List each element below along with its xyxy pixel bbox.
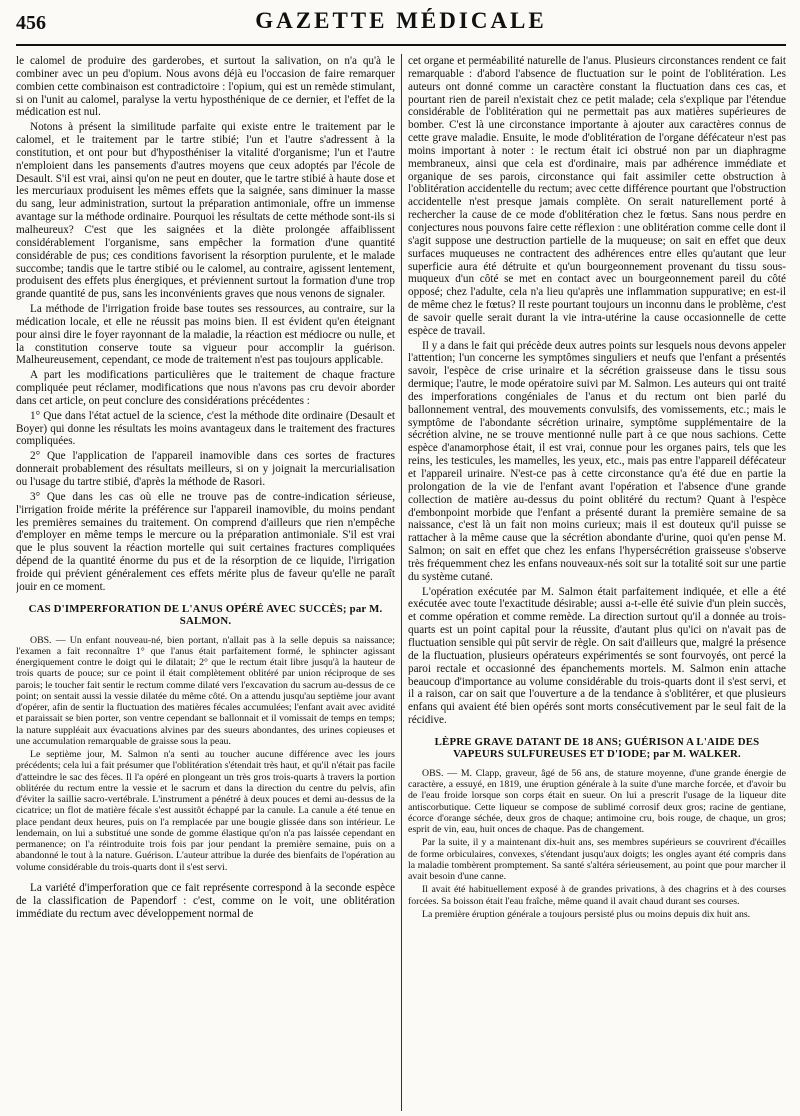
conclusion-item: 3° Que dans les cas où elle ne trouve pas de contre-indication sérieuse, l'irrigation froide mérite la préférence sur l'appareil inamovible, du moins pendant les premières semaines du traitement. On comprend d'ailleurs que rien n'empêche d'employer en même temps le mercure ou la préparation antimoniale. S'il est vrai que le plus souvent la réaction mortelle qui suit certaines fractures compliquées dépend de la quantité énorme du pus et de la résorption de ce liquide, l'irrigation froide qui prévient généralement ces effets mérite plus de faveur qu'elle ne paraît jouir en ce moment.: [16, 490, 395, 593]
observation-paragraph: Le septième jour, M. Salmon n'a senti au toucher aucune différence avec les jours précédents; cela lui a fait présumer que l'oblitération s'étendait très haut, et qu'il n'était pas facile d'atteindre le sac des fèces. Il l'a opéré en plongeant un très gros trois-quarts à travers la portion oblitérée du rectum entre la vessie et le sacrum et dans la direction du centre du pelvis, afin d'éviter la saillie sacro-vertébrale. L'instrument a pénétré à deux pouces et demi au-dessus de la cicatrice; un flot de matière fécale s'est aussitôt échappé par la canule. La canule a été tenue en place pendant deux heures, puis on l'a remplacée par une bougie glissée dans son intérieur. Le lendemain, on lui a substitué une sonde de gomme élastique qu'on n'a pas laissée cependant en permanence; on l'a réintroduite trois fois par jour pendant la première semaine, puis on a abandonné le tout à la nature. Guérison. L'auteur attribue la durée des bienfaits de l'opération au volume considérable du trois-quarts dont il s'est servi.: [16, 749, 395, 873]
paragraph: La méthode de l'irrigation froide base toutes ses ressources, au contraire, sur la médication locale, et elle ne réussit pas moins bien. Il est évident qu'en éteignant pour ainsi dire le foyer rayonnant de la maladie, la réaction est médiocre ou nulle, et la constitution conserve toute sa vigueur pour accomplir la guérison. Malheureusement, cependant, ce mode de traitement n'est pas toujours applicable.: [16, 303, 395, 367]
right-column: [408, 55, 786, 1113]
conclusion-item: 2° Que l'application de l'appareil inamovible dans ces sortes de fractures donnerait probablement des résultats meilleurs, si on y joignait la mercurialisation ou l'usage du tartre stibié, d'après la méthode de Rasori.: [16, 450, 395, 488]
paragraph: cet organe et perméabilité naturelle de l'anus. Plusieurs circonstances rendent ce fait remarquable : d'abord l'absence de fluctuation sur le point de l'oblitération. Les auteurs ont donné comme un caractère constant la fluctuation dans ces cas, et pourtant rien de pareil n'existait chez ce petit malade; cela s'explique par l'étendue considérable de l'oblitération qui ne permettait pas aux matières supérieures de bomber. C'est là une circonstance importante à ajouter aux caractères connus de cette grave maladie. Ensuite, le mode d'oblitération de l'organe défécateur n'est pas moins important à noter : le rectum était ici obstrué non par un diaphragme membraneux, ainsi que cela est d'ordinaire, mais par adhérence immédiate et organique de ses parois, circonstance qui fait assimiler cette obstruction à l'oblitération accidentelle du rectum; avec cette différence pourtant que l'obstruction accidentelle n'est presque jamais complète. On serait naturellement porté à rechercher la cause de ce mode d'oblitération chez le fœtus. Sans nous perdre en conjectures nous pouvons faire cette réflexion : une oblitération comme celle dont il s'agit suppose une destruction partielle de la muqueuse; on sait en effet que deux surfaces muqueuses ne contractent des adhérences entre elles qu'autant que leur superficie aura été détruite et qu'un bourgeonnement provenant du tissu sous-muqueux d'un côté se met en contact avec un bourgeonnement pareil du côté opposé; chez l'adulte, cela n'a lieu qu'après une inflammation suppurative; en est-il de même chez le fœtus? Il reste pourtant toujours un inconnu dans le problème, c'est de savoir quelle serait durant la vie intra-utérine la cause occasionnelle de cette espèce de travail.: [408, 55, 786, 337]
paragraph: le calomel de produire des garderobes, et surtout la salivation, on n'a qu'à le combiner avec un peu d'opium. Nous avons déjà eu l'occasion de faire remarquer combien cette combinaison est contradictoire : l'opium, qui est un remède stimulant, si on l'unit au calomel, paralyse la vertu hyposthénique de ce dernier, et l'effet de la médication est nul.: [16, 55, 395, 119]
section-title: CAS D'IMPERFORATION DE L'ANUS OPÉRÉ AVEC SUCCÈS; par M. SALMON.: [28, 602, 383, 627]
page-number: 456: [16, 12, 46, 34]
left-column: [16, 55, 395, 1113]
observation-paragraph: Par la suite, il y a maintenant dix-huit ans, ses membres supérieurs se couvrirent d'écailles de forme orbiculaires, convexes, s'étendant jusqu'aux doigts; les ongles ayant été compris dans la maladie tombèrent promptement. Sa santé s'altéra sérieusement, au point que pour marcher il avait besoin d'une canne.: [408, 837, 786, 883]
paragraph: Il y a dans le fait qui précède deux autres points sur lesquels nous devons appeler l'attention; l'un concerne les symptômes singuliers et neufs que l'enfant a présentés savoir, l'espèce de crise urinaire et la sécrétion graisseuse dans le tissu sous dermique; l'autre, le mode opératoire suivi par M. Salmon. Les auteurs qui ont traité des imperforations congéniales de l'anus et du rectum ont bien parlé du ballonnement ventral, des mouvements convulsifs, des vomissements, etc.; mais le symptôme de l'abondante sécrétion urinaire, symptôme supplémentaire de la sécrétion alvine, ne se trouve mentionné nulle part à ce que nous sachions. Cette espèce d'anamorphose était, il est vrai, connue pour les organes pairs, tels que les reins, les testicules, les mamelles, les yeux, etc., mais pas entre l'appareil défécateur et l'appareil urinaire. N'est-ce pas à cette circonstance qu'a été due en partie la prolongation de la vie de l'enfant avant l'opération et l'absence d'une grande collection de matière au-dessus du point oblitéré du rectum? Quant à l'espèce d'embonpoint morbide que l'enfant a présenté durant la première semaine de sa naissance, c'est là un fait non moins curieux; mais il est douteux qu'il puisse se rattacher à la même cause que la sécrétion abondante d'urine, quoi qu'en pense M. Salmon; on sait en effet que chez les enfans l'hypersécrétion graisseuse s'observe très fréquemment chez les enfans nouveaux-nés soit sur la totalité soit sur une partie du système cutané.: [408, 339, 786, 583]
observation-paragraph: Il avait été habituellement exposé à de grandes privations, à des chagrins et à des courses forcées. Sa boisson était l'eau fraîche, même quand il avait chaud durant ses courses.: [408, 884, 786, 907]
observation-paragraph: OBS. — Un enfant nouveau-né, bien portant, n'allait pas à la selle depuis sa naissance; l'examen a fait reconnaître 1° que l'anus était parfaitement formé, le sphincter agissant énergiquement contre le doigt qui le dilatait; 2° que le rectum était libre jusqu'à la hauteur de trois quarts de pouce; sur ce point il était complètement oblitéré par union réciproque de ses parois; le toucher fait sentir le rectum comme dilaté vers l'excavation du sacrum au-dessus de ce point; on sentait aussi la vessie dilatée du même côté. On a attendu jusqu'au septième jour avant d'opérer, afin de sentir la fluctuation des matières fécales accumulées; l'enfant avait avec avidité et paraissait se bien porter, son ventre cependant se ballonnait et il vomissait de temps en temps; la nature suppléait aux évacuations alvines par des sueurs abondantes, des urines copieuses et une accumulation remarquable de graisse sous la peau.: [16, 634, 395, 747]
paragraph: L'opération exécutée par M. Salmon était parfaitement indiquée, et elle a été exécutée avec toute l'exactitude désirable; aussi a-t-elle été suivie d'un plein succès, et comme opération et comme remède. La direction surtout qu'il a donnée au trois-quarts est un point capital pour la réussite, d'autant plus qu'ici on n'avait pas de fluctuation sensible qui pût servir de règle. On sait d'ailleurs que, malgré la présence de la fluctuation, plusieurs opérateurs expérimentés se sont fourvoyés, ont percé la paroi rectale et occasionné des épanchements mortels. M. Salmon enin attache beaucoup d'importance au volume considérable du trois-quarts dont il s'est servi, et il a raison, car on sait que l'ouverture a de la tendance à s'oblitérer, et que plusieurs enfans qui avaient été bien opérés sont morts consécutivement par le seul fait de la récidive.: [408, 585, 786, 727]
paragraph: Notons à présent la similitude parfaite qui existe entre le traitement par le calomel, et le traitement par le tartre stibié; l'un et l'autre s'adressent à la constitution, et ont pour but d'hyposthéniser la vitalité d'organisme; l'un et l'autre n'emploient dans les pansements d'autres moyens que ceux adoptés par l'école de Desault. S'il est vrai, ainsi qu'on ne peut en douter, que le tartre stibié à haute dose et les mercuriaux produisent les mêmes effets que la saignée, sans diminuer la masse du sang, leur administration, surtout la préparation antimoniale, offre un immense avantage sur la méthode ordinaire. Pourquoi les résultats de cette méthode sont-ils si malheureux? C'est que les saignées et la diète prolongée affaiblissent considérablement l'organisme, sans empêcher la formation d'une quantité considérable de pus; ces conditions favorisent la résorption purulente, et le malade succombe; tandis que le tartre stibié ou le calomel, au contraire, agissent lentement, produisent des effets plus énergiques, et préviennent surtout la formation d'une trop grande quantité de pus, sans les inconvénients graves que nous venons de signaler.: [16, 121, 395, 301]
conclusion-item: 1° Que dans l'état actuel de la science, c'est la méthode dite ordinaire (Desault et Boyer) qui donne les résultats les moins avantageux dans le traitement des fractures compliquées.: [16, 409, 395, 448]
page-header: [16, 4, 786, 46]
paragraph: A part les modifications particulières que le traitement de chaque fracture compliquée peut réclamer, modifications que nous n'avons pas cru devoir aborder dans cet article, on peut conclure des considérations précédentes :: [16, 369, 395, 407]
journal-title: GAZETTE MÉDICALE: [255, 8, 547, 33]
observation-paragraph: OBS. — M. Clapp, graveur, âgé de 56 ans, de stature moyenne, d'une grande énergie de caractère, a essuyé, en 1819, une éruption générale à la suite d'une marche forcée, et d'avoir bu de l'eau froide lorsque son corps était en sueur. On lui a prescrit l'usage de la liqueur dite antiscorbutique. Cette liqueur se compose de sublimé corrosif deux gros; racine de gentiane, écorce d'orange séchée, deux gros de chaque; antimoine cru, bois rouge, de chaque, un gros; esprit de vin, eau, huit onces de chaque. Pas de changement.: [408, 767, 786, 836]
column-divider: [401, 54, 402, 1111]
paragraph: La variété d'imperforation que ce fait représente correspond à la seconde espèce de la classification de Papendorf : c'est, comme on le voit, une oblitération immédiate du rectum avec développement normal de: [16, 881, 395, 920]
conclusion-list: [16, 410, 395, 594]
section-title: LÈPRE GRAVE DATANT DE 18 ANS; GUÉRISON A L'AIDE DES VAPEURS SULFUREUSES ET D'IODE; par M. WALKER.: [434, 735, 760, 760]
observation-paragraph: La première éruption générale a toujours persisté plus ou moins depuis dix huit ans.: [422, 908, 751, 920]
spacer: [16, 875, 395, 882]
